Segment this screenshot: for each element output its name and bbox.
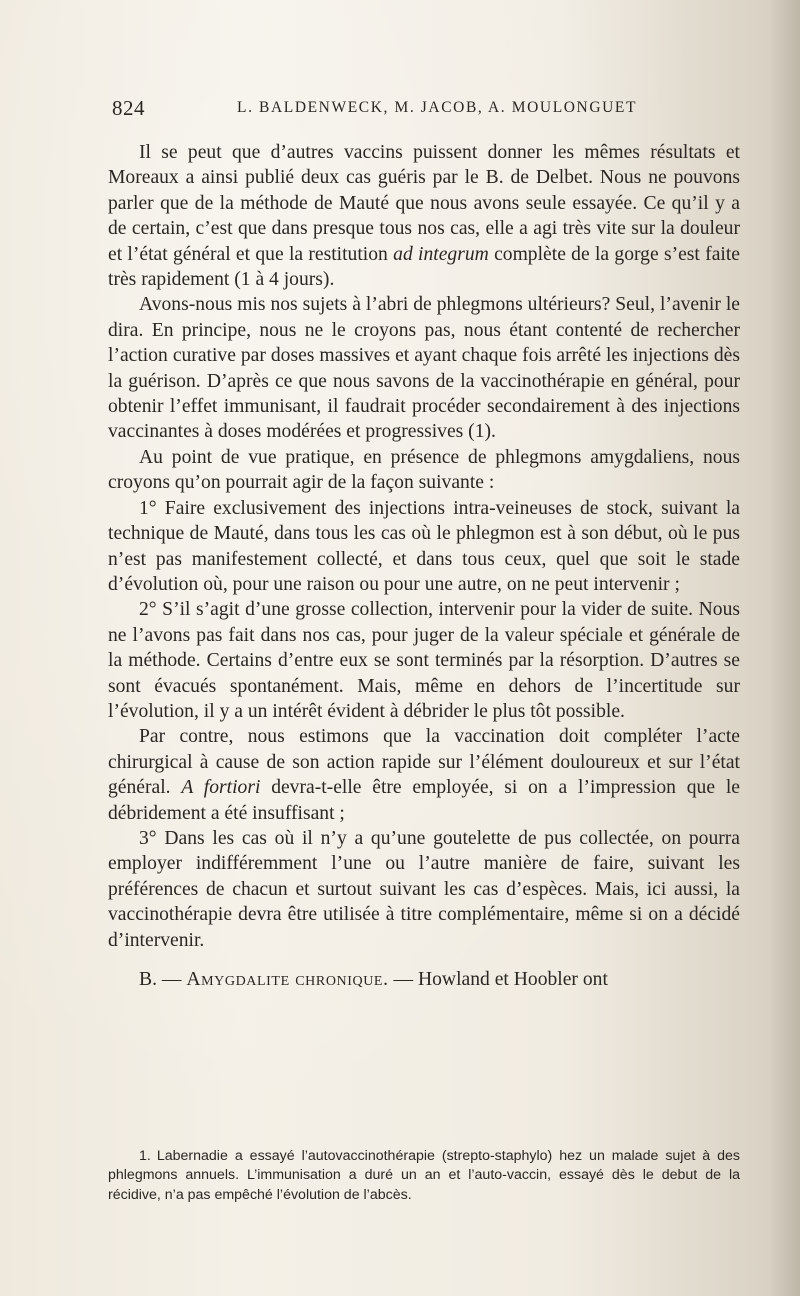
running-head: L. BALDENWECK, M. JACOB, A. MOULONGUET bbox=[237, 99, 638, 116]
section-text: Howland et Hoobler ont bbox=[417, 969, 608, 990]
paragraph bbox=[108, 140, 740, 292]
section-title: Amygdalite chronique. bbox=[186, 969, 389, 990]
paragraph bbox=[108, 724, 740, 826]
paragraph-text: Il se peut que d’autres vaccins puissent donner les mêmes résultats et Moreaux a ainsi publié deux cas guéris par le B. de Delbet. Nous ne pouvons parler que de la méthode de Mauté que nous avons seule essayée. Ce qu’il y a de certain, c’est que dans presque tous nos cas, elle a agi très vite sur la douleur et l’état général et que la restitution bbox=[108, 142, 740, 265]
page-number: 824 bbox=[112, 96, 145, 120]
italic-phrase: A fortiori bbox=[181, 777, 261, 799]
footnote-text: Labernadie a essayé l’autovaccinothérapie (strepto-staphylo) hez un malade sujet à des phlegmons annuels. L’immunisation a duré un an et l’auto-vaccin, essayé dès le debut de la récidive, n’a pas empêché l’évolution de l’abcès. bbox=[108, 1148, 740, 1203]
section-dash: — bbox=[393, 969, 414, 990]
body-text bbox=[108, 140, 740, 992]
paragraph-text: complète de la gorge s’est faite très rapidement (1 à 4 jours). bbox=[108, 243, 740, 291]
list-item: 3° Dans les cas où il n’y a qu’une goutelette de pus collectée, on pourra employer indifféremment l’une ou l’autre manière de faire, suivant les préférences de chacun et surtout suivant les cas d’espèces. Mais, ici aussi, la vaccinothérapie devra être utilisée à titre complémentaire, même si on a décidé d’intervenir. bbox=[108, 827, 740, 951]
list-item: 2° S’il s’agit d’une grosse collection, intervenir pour la vider de suite. Nous ne l’avons pas fait dans nos cas, pour juger de la valeur spéciale et générale de la méthode. Certains d’entre eux se sont terminés par la résorption. D’autres se sont évacués spontanément. Mais, même en dehors de l’incertitude sur l’évolution, il y a un intérêt évident à débrider le plus tôt possible. bbox=[108, 599, 740, 722]
paragraph-text: Par contre, nous estimons que la vaccination doit compléter l’acte chirurgical à cause de son action rapide sur l’élément douloureux et sur l’état général. bbox=[108, 726, 740, 799]
paragraph: Avons-nous mis nos sujets à l’abri de phlegmons ultérieurs? Seul, l’avenir le dira. En principe, nous ne le croyons pas, nous étant contenté de rechercher l’action curative par doses massives et ayant chaque fois arrêté les injections dès la guérison. D’après ce que nous savons de la vaccinothérapie en général, pour obtenir l’effet immunisant, il faudrait procéder secondairement à des injections vaccinantes à doses modérées et progressives (1). bbox=[108, 294, 740, 443]
page-header bbox=[112, 96, 742, 126]
paragraph-text: devra-t-elle être employée, si on a l’impression que le débridement a été insuffisant ; bbox=[108, 777, 740, 824]
footnote-number: 1. bbox=[139, 1148, 151, 1164]
section-dash: — bbox=[161, 969, 182, 990]
section-letter: B. bbox=[139, 969, 157, 990]
section-heading bbox=[108, 967, 740, 992]
list-item: 1° Faire exclusivement des injections intra-veineuses de stock, suivant la technique de Mauté, dans tous les cas où le phlegmon est à son début, où le pus n’est pas manifestement collecté, et dans tous ceux, quel que soit le stade d’évolution où, pour une raison ou pour une autre, on ne peut intervenir ; bbox=[108, 497, 740, 595]
paragraph: Au point de vue pratique, en présence de phlegmons amygdaliens, nous croyons qu’on pourrait agir de la façon suivante : bbox=[108, 446, 740, 494]
footnote bbox=[108, 1147, 740, 1205]
italic-phrase: ad integrum bbox=[393, 243, 489, 265]
